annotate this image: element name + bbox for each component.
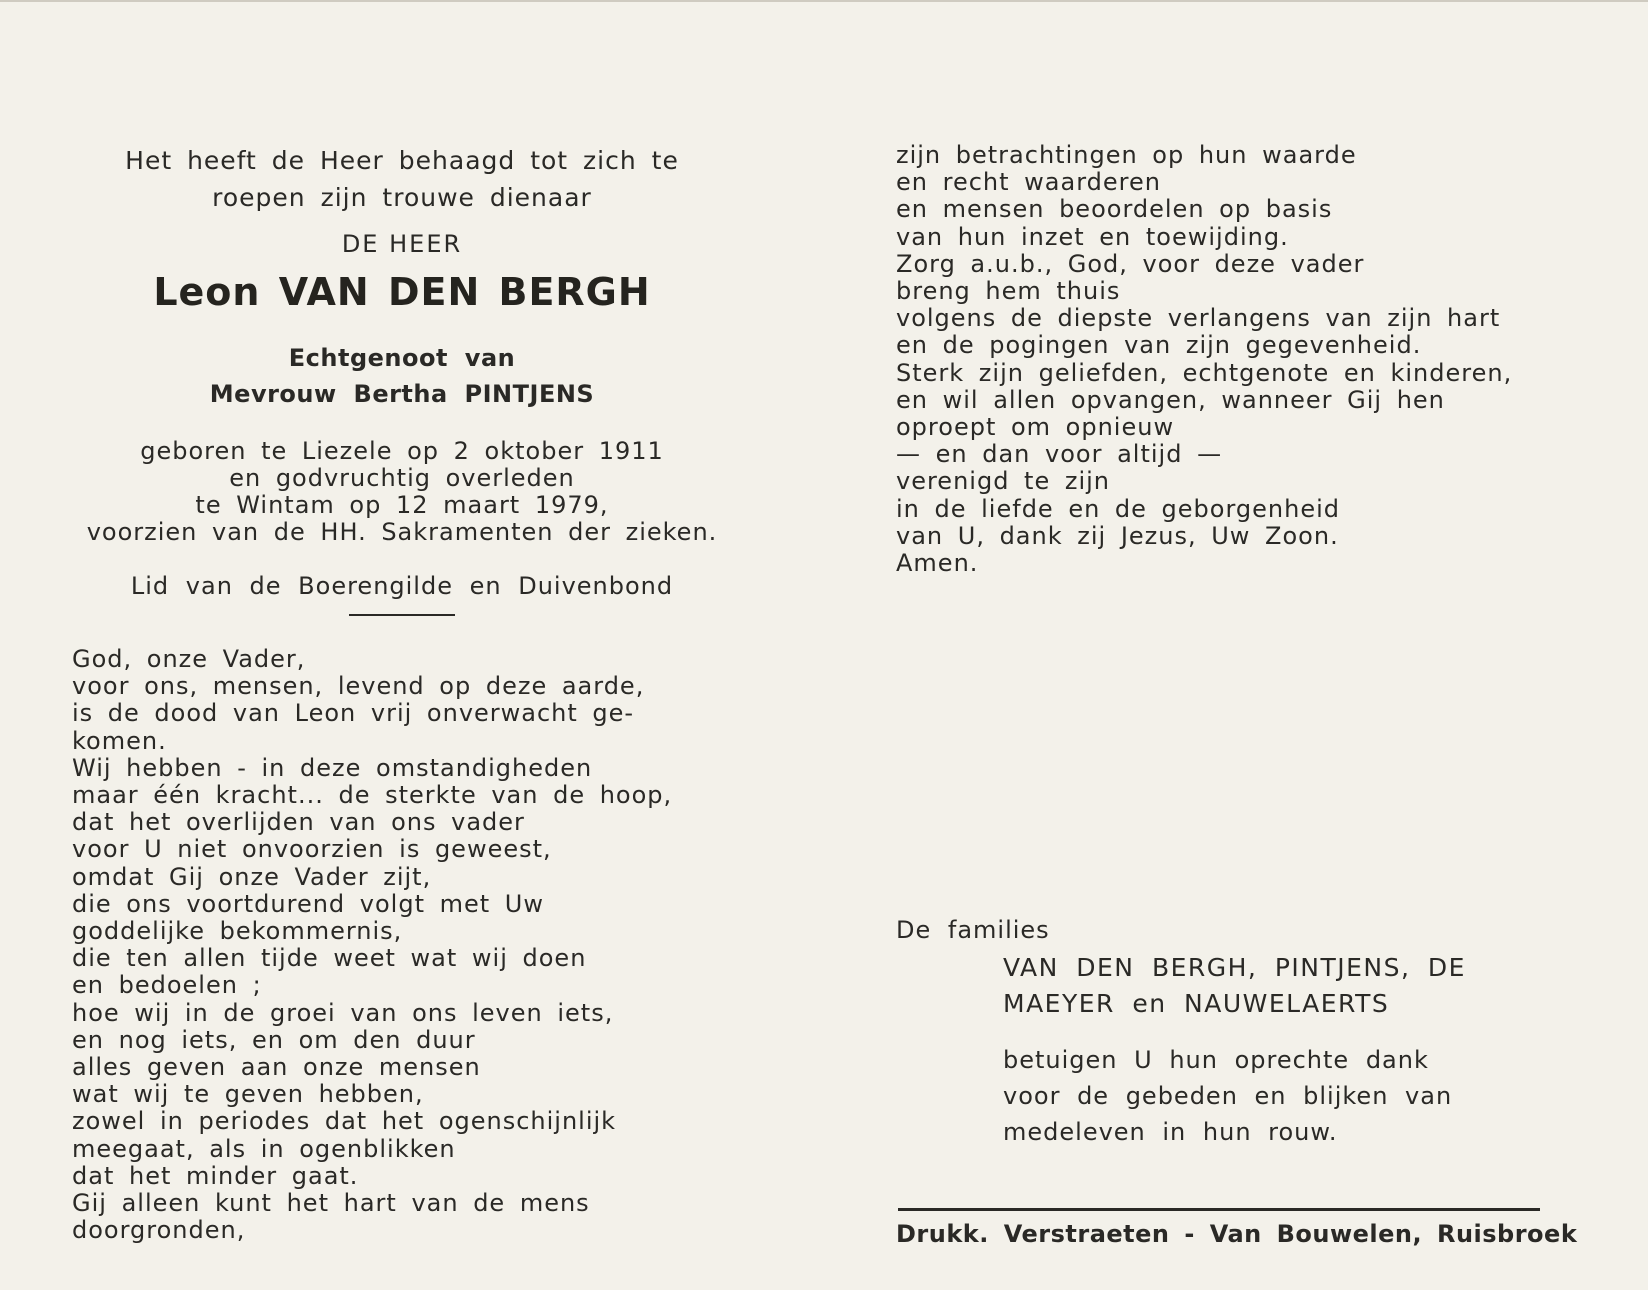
bio-line: te Wintam op 12 maart 1979, [195,491,609,519]
families-names [1003,950,1548,1022]
thanks-line: medeleven in hun rouw. [1003,1118,1338,1146]
prayer-line: komen. [72,726,167,755]
prayer-line: die ons voortdurend volgt met Uw [72,889,545,918]
prayer-right [896,142,1546,577]
families-label: De families [896,916,1050,944]
prayer-line: voor ons, mensen, levend op deze aarde, [72,672,645,701]
families-line: MAEYER en NAUWELAERTS [1003,989,1390,1018]
prayer-line: zijn betrachtingen op hun waarde [896,141,1357,169]
prayer-line: maar één kracht... de sterkte van de hoop, [72,781,673,810]
prayer-line: hoe wij in de groei van ons leven iets, [72,998,614,1027]
prayer-line: en nog iets, en om den duur [72,1025,476,1054]
prayer-line: is de dood van Leon vrij onverwacht ge- [72,699,635,728]
prayer-line: en wil allen opvangen, wanneer Gij hen [896,385,1445,414]
bio-line: geboren te Liezele op 2 oktober 1911 [140,437,664,465]
prayer-line: Amen. [896,549,979,578]
prayer-line: dat het minder gaat. [72,1161,359,1190]
prayer-line: Wij hebben - in deze omstandigheden [72,753,593,782]
families-line: VAN DEN BERGH, PINTJENS, DE [1003,953,1466,982]
printer-credit: Drukk. Verstraeten - Van Bouwelen, Ruisbroek [896,1220,1578,1248]
spouse-line: Mevrouw Bertha PINTJENS [209,380,595,408]
membership-text: Lid van de Boerengilde en Duivenbond [130,572,674,600]
intro-line: Het heeft de Heer behaagd tot zich te [125,146,679,175]
deceased-name: Leon VAN DEN BERGH [153,270,651,314]
prayer-line: en mensen beoordelen op basis [896,195,1333,224]
intro-text [72,142,732,216]
prayer-line: Sterk zijn geliefden, echtgenote en kinderen, [896,358,1513,387]
prayer-line: zowel in periodes dat het ogenschijnlijk [72,1107,617,1136]
thanks-line: betuigen U hun oprechte dank [1003,1046,1429,1074]
prayer-line: omdat Gij onze Vader zijt, [72,862,432,891]
prayer-line: van U, dank zij Jezus, Uw Zoon. [896,521,1339,550]
spouse-block [72,340,732,412]
prayer-line: Gij alleen kunt het hart van de mens [72,1189,590,1218]
bio-line: voorzien van de HH. Sakramenten der zieken. [86,518,718,546]
prayer-line: oproept om opnieuw [896,413,1175,442]
prayer-line: Zorg a.u.b., God, voor deze vader [896,249,1365,278]
thanks-line: voor de gebeden en blijken van [1003,1082,1453,1110]
prayer-line: en recht waarderen [896,168,1161,197]
left-panel [72,142,732,1244]
prayer-left [72,646,732,1244]
prayer-line: wat wij te geven hebben, [72,1080,424,1109]
prayer-line: goddelijke bekommernis, [72,917,403,946]
footer-rule [898,1208,1540,1211]
prayer-line: meegaat, als in ogenblikken [72,1134,456,1163]
bio-block [72,438,732,546]
prayer-line: en bedoelen ; [72,971,262,1000]
prayer-line: die ten allen tijde weet wat wij doen [72,944,587,973]
prayer-line: breng hem thuis [896,277,1121,306]
prayer-line: en de pogingen van zijn gegevenheid. [896,331,1422,360]
prayer-line: in de liefde en de geborgenheid [896,494,1341,523]
prayer-line: — en dan voor altijd — [896,440,1223,469]
prayer-line: God, onze Vader, [72,645,306,673]
prayer-line: verenigd te zijn [896,467,1110,496]
spouse-line: Echtgenoot van [288,344,516,372]
bio-line: en godvruchtig overleden [229,464,575,492]
prayer-line: volgens de diepste verlangens van zijn hart [896,304,1501,333]
title-prefix: DE HEER [341,230,463,258]
prayer-line: van hun inzet en toewijding. [896,222,1289,251]
prayer-line: voor U niet onvoorzien is geweest, [72,835,552,864]
prayer-line: dat het overlijden van ons vader [72,808,525,837]
prayer-line: doorgronden, [72,1216,246,1245]
right-panel [896,142,1546,577]
prayer-line: alles geven aan onze mensen [72,1053,481,1082]
intro-line: roepen zijn trouwe dienaar [212,183,592,212]
divider [349,614,455,616]
thanks-text [1003,1042,1548,1150]
